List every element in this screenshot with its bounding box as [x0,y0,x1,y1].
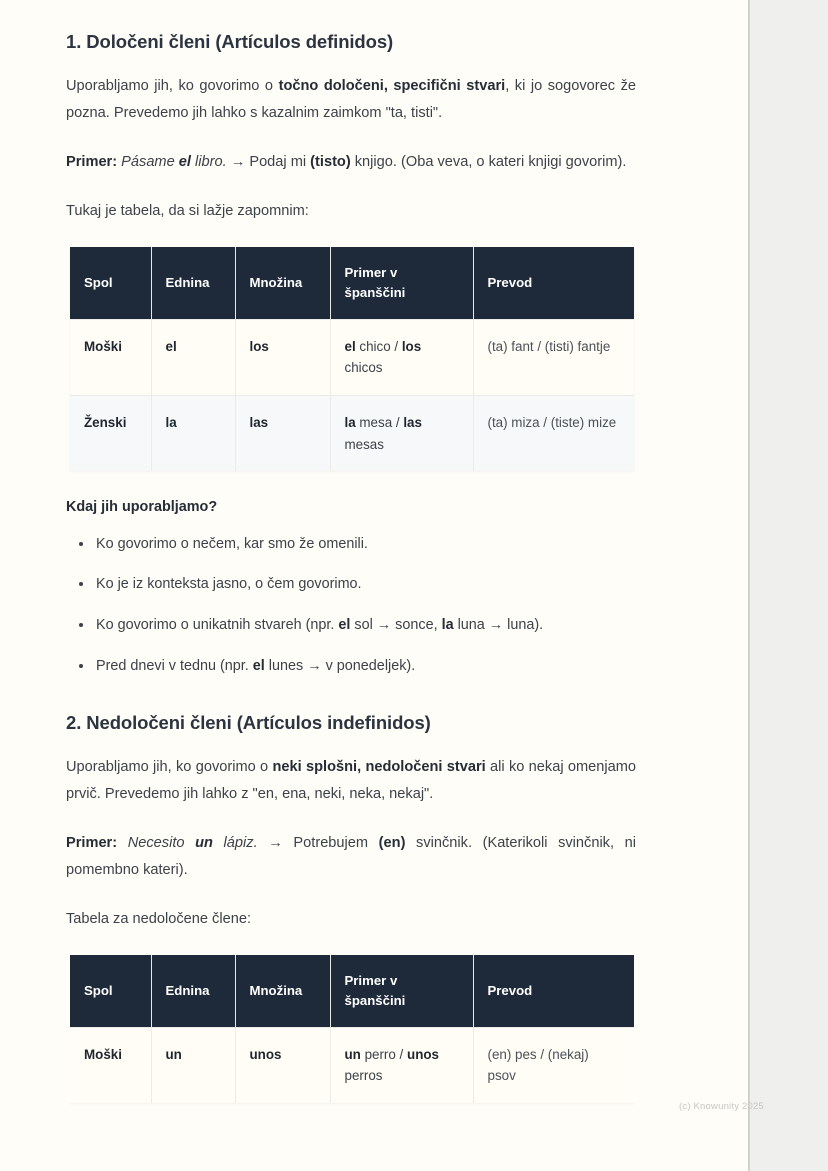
table-row [70,1027,634,1103]
cell-example-article-plural: las [403,414,422,430]
section-2-heading: 2. Nedoločeni členi (Artículos indefinidos) [66,712,431,734]
section-1-intro-paragraph [66,73,636,127]
section-2-intro-paragraph [66,754,636,808]
column-header-example: Primer v španščini [330,955,473,1027]
rule-text-pre: Ko govorimo o nečem, kar smo že omenili. [96,535,368,552]
cell-example-mid: mesa / [355,414,404,430]
table-header-row [70,955,634,1027]
cell-example [330,1027,473,1103]
cell-example [330,395,473,471]
list-item [79,615,636,636]
cell-singular: la [151,395,235,471]
cell-example-article-singular: un [344,1046,361,1062]
cell-plural: las [235,395,330,471]
column-header-gender: Spol [70,247,151,319]
column-header-translation: Prevod [473,247,634,319]
example-translation-post: svinčnik. (Katerikoli svinčnik, ni pomembno kateri). [66,835,636,878]
example-spanish-post: lápiz. [212,835,258,851]
right-gutter [750,0,828,1171]
cell-plural: unos [235,1027,330,1103]
section-2-example-paragraph [66,830,636,884]
column-header-plural: Množina [235,247,330,319]
example-spanish-pre: Pásame [121,153,179,170]
example-translation-post: knjigo. (Oba veva, o kateri knjigi govorim). [350,153,627,170]
section-2-table-lead: Tabela za nedoločene člene: [66,911,251,927]
section-1-table-lead: Tukaj je tabela, da si lažje zapomnim: [66,202,309,219]
list-item [79,656,636,677]
example-label: Primer: [66,835,118,851]
table-head [70,955,634,1027]
table-header-row [70,247,634,319]
usage-rules-list [66,534,636,678]
cell-example-post: mesas [344,436,384,452]
document-content [66,0,636,1115]
column-header-singular: Ednina [151,955,235,1027]
cell-singular: el [151,319,235,395]
rule-text-pre: Pred dnevi v tednu (npr. [96,658,253,675]
intro-text-lead: Uporabljamo jih, ko govorimo o [66,759,273,775]
cell-example-article-plural: los [401,338,422,354]
cell-example [330,319,473,395]
cell-example-post: chicos [344,360,383,376]
cell-example-mid: chico / [355,338,402,354]
cell-example-mid: perro / [360,1046,408,1062]
rule-text-bold-2: la [441,617,454,634]
cell-translation: (en) pes / (nekaj) psov [473,1027,634,1103]
table-row [70,319,634,395]
example-label: Primer: [66,153,118,170]
rule-text-pre: Ko govorimo o unikatnih stvareh (npr. [96,617,339,634]
arrow-icon: → [230,153,246,170]
column-header-plural: Množina [235,955,330,1027]
example-translation-pre: Potrebujem [282,835,379,851]
column-header-singular: Ednina [151,247,235,319]
section-1-example-paragraph [66,149,636,176]
rule-text-mid: lunes → v ponedeljek). [264,658,416,675]
arrow-icon: → [268,835,283,851]
rule-text-pre: Ko je iz konteksta jasno, o čem govorimo. [96,576,362,593]
indefinite-articles-table-wrapper [70,955,634,1115]
rule-text-bold-1: el [338,617,351,634]
definite-articles-table [70,247,634,471]
rule-text-mid: sol → sonce, [350,617,442,634]
intro-text-emphasis: neki splošni, nedoločeni stvari [272,759,486,775]
cell-example-post: perros [344,1068,383,1084]
cell-gender: Ženski [70,395,151,471]
table-row [70,395,634,471]
example-translation-bold: (en) [378,835,406,851]
column-header-gender: Spol [70,955,151,1027]
intro-text-rest: , ki jo sogovorec že pozna. Prevedemo jih lahko s kazalnim zaimkom "ta, tisti". [66,77,637,121]
cell-example-article-singular: la [344,414,356,430]
cell-example-article-singular: el [344,338,356,354]
column-header-example: Primer v španščini [330,247,473,319]
intro-text-rest: ali ko nekaj omenjamo prvič. Prevedemo jih lahko z "en, ena, neki, neka, nekaj". [66,759,637,802]
intro-text-lead: Uporabljamo jih, ko govorimo o [66,77,279,94]
example-translation-bold: (tisto) [310,153,351,170]
column-header-translation: Prevod [473,955,634,1027]
usage-sub-heading: Kdaj jih uporabljamo? [66,499,218,516]
example-translation-pre: Podaj mi [245,153,311,170]
indefinite-articles-table [70,955,634,1103]
example-spanish-post: libro. [190,153,227,170]
intro-text-emphasis: točno določeni, specifični stvari [278,77,506,94]
list-item [79,534,636,555]
cell-example-article-plural: unos [407,1046,440,1062]
copyright-watermark: (c) Knowunity 2025 [679,1101,764,1112]
example-spanish-article: un [195,835,213,851]
list-item [79,574,636,595]
cell-singular: un [151,1027,235,1103]
cell-plural: los [235,319,330,395]
table-body [70,319,634,471]
table-body [70,1027,634,1103]
rule-text-bold-1: el [252,658,265,675]
example-spanish-pre: Necesito [127,835,196,851]
table-head [70,247,634,319]
definite-articles-table-wrapper [70,247,634,471]
cell-gender: Moški [70,1027,151,1103]
page-title: 1. Določeni členi (Artículos definidos) [66,31,394,52]
rule-text-post: luna → luna). [453,617,544,634]
example-spanish-article: el [178,153,191,170]
cell-translation: (ta) fant / (tisti) fantje [473,319,634,395]
cell-gender: Moški [70,319,151,395]
cell-translation: (ta) miza / (tiste) mize [473,395,634,471]
